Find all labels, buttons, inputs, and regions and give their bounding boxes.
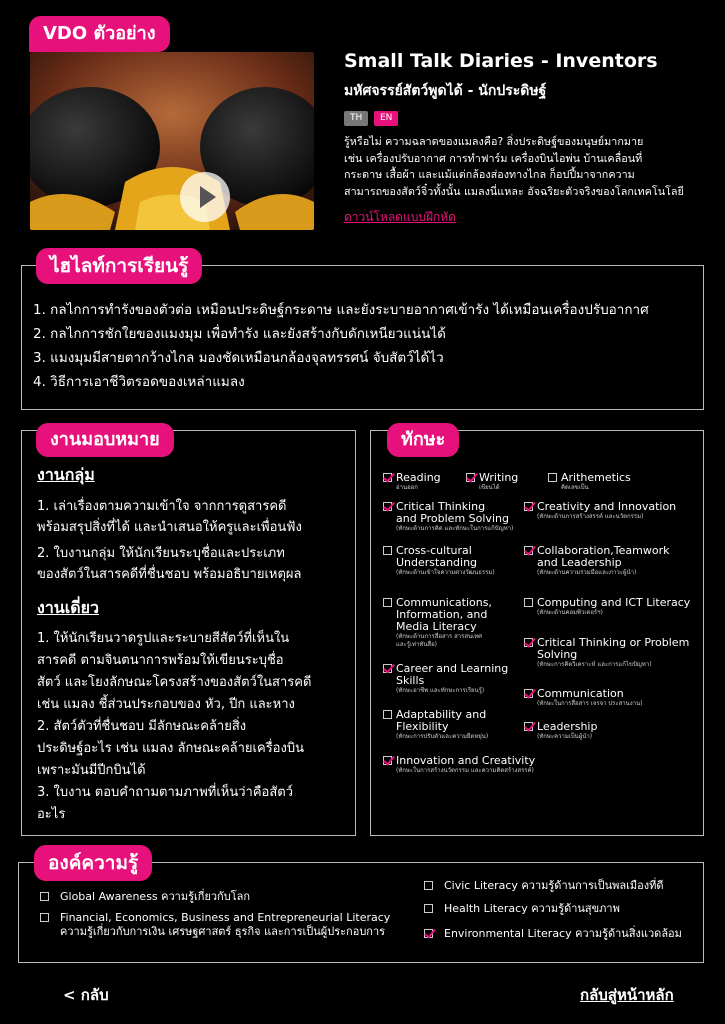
checkbox-checked-icon — [524, 546, 533, 555]
wasp-image — [30, 52, 314, 230]
video-tag: VDO ตัวอย่าง — [29, 16, 170, 52]
list-item: 3. แมงมุมมีสายตากว้างไกล มองชัดเหมือนกล้องจุลทรรศน์ จับสัตว์ได้ไว — [33, 350, 444, 366]
knowledge-environment: Environmental Literacy ความรู้ด้านสิ่งแวดล้อม — [444, 927, 682, 941]
list-item: 1. กลไกการทำรังของตัวต่อ เหมือนประดิษฐ์กระดาษ และยังระบายอากาศเข้ารัง ได้เหมือนเครื่องปรับอากาศ — [33, 302, 649, 318]
knowledge-civic: Civic Literacy ความรู้ด้านการเป็นพลเมืองที่ดี — [444, 879, 664, 893]
skill-creativity: Creativity and Innovation (ทักษะด้านการสร้างสรรค์ และนวัตกรรม) — [537, 501, 676, 521]
checkbox-checked-icon — [424, 929, 433, 938]
skill-cross-cultural: Cross-cultural Understanding (ทักษะด้านเข้าใจความต่างวัฒนธรรม) — [396, 545, 495, 577]
knowledge-health: Health Literacy ความรู้ด้านสุขภาพ — [444, 902, 620, 916]
skill-critical-thinking: Critical Thinking and Problem Solving (ทักษะด้านการคิด และทักษะในการแก้ปัญหา) — [396, 501, 513, 533]
checkbox-checked-icon — [524, 722, 533, 731]
checkbox-empty-icon — [40, 892, 49, 901]
checkbox-empty-icon — [383, 546, 392, 555]
skill-communications-media: Communications, Information, and Media Literacy (ทักษะด้านการสื่อสาร สารสนเทศ และรู้เท่าทันสื่อ) — [396, 597, 492, 649]
knowledge-tag: องค์ความรู้ — [34, 845, 152, 881]
skill-collaboration: Collaboration,Teamwork and Leadership (ทักษะด้านความร่วมมือและภาวะผู้นำ) — [537, 545, 670, 577]
group-task-2: 2. ใบงานกลุ่ม ให้นักเรียนระบุชื่อและประเภท ของสัตว์ในสารคดีที่ชื่นชอบ พร้อมอธิบายเหตุผล — [37, 546, 302, 582]
skill-career-learning: Career and Learning Skills (ทักษะอาชีพ และทักษะการเรียนรู้) — [396, 663, 508, 695]
knowledge-global: Global Awareness ความรู้เกี่ยวกับโลก — [60, 890, 250, 904]
play-icon[interactable] — [180, 172, 230, 222]
back-button[interactable]: < กลับ — [63, 986, 109, 1004]
highlights-tag: ไฮไลท์การเรียนรู้ — [36, 248, 202, 284]
skill-arithmetics: Arithemetics คิดเลขเป็น — [561, 472, 631, 492]
checkbox-checked-icon — [524, 502, 533, 511]
list-item: 4. วิธีการเอาชีวิตรอดของเหล่าแมลง — [33, 374, 245, 390]
group-work-heading: งานกลุ่ม — [37, 465, 95, 484]
list-item: 2. กลไกการชักใยของแมงมุม เพื่อทำรัง และยังสร้างกับดักเหนียวแน่นได้ — [33, 326, 446, 342]
skill-critical-problem-solving: Critical Thinking or Problem Solving (ทักษะการคิดวิเคราะห์ และการแก้ไขปัญหา) — [537, 637, 689, 669]
checkbox-empty-icon — [383, 710, 392, 719]
knowledge-financial: Financial, Economics, Business and Entrepreneurial Literacy ความรู้เกี่ยวกับการเงิน เศรษฐศาสตร์ ธุรกิจ และการเป็นผู้ประกอบการ — [60, 911, 390, 939]
checkbox-empty-icon — [424, 881, 433, 890]
checkbox-checked-icon — [383, 502, 392, 511]
checkbox-empty-icon — [383, 598, 392, 607]
checkbox-empty-icon — [424, 904, 433, 913]
checkbox-checked-icon — [466, 473, 475, 482]
skill-writing: Writing เขียนได้ — [479, 472, 518, 492]
checkbox-empty-icon — [548, 473, 557, 482]
download-worksheet-link[interactable]: ดาวน์โหลดแบบฝึกหัด — [344, 210, 456, 224]
individual-work-heading: งานเดี่ยว — [37, 598, 99, 617]
checkbox-checked-icon — [383, 664, 392, 673]
assignment-tag: งานมอบหมาย — [36, 423, 174, 457]
checkbox-checked-icon — [524, 638, 533, 647]
group-task-1: 1. เล่าเรื่องตามความเข้าใจ จากการดูสารคดี พร้อมสรุปสิ่งที่ได้ และนำเสนอให้ครูและเพื่อนฟัง — [37, 499, 302, 535]
checkbox-checked-icon — [383, 756, 392, 765]
title-english: Small Talk Diaries - Inventors — [344, 50, 658, 72]
skill-reading: Reading อ่านออก — [396, 472, 441, 492]
checkbox-checked-icon — [383, 473, 392, 482]
checkbox-empty-icon — [40, 913, 49, 922]
skill-adaptability: Adaptability and Flexibility (ทักษะการปรับตัวและความยืดหยุ่น) — [396, 709, 488, 741]
skill-computing-ict: Computing and ICT Literacy (ทักษะด้านคอมพิวเตอร์ฯ) — [537, 597, 690, 617]
skill-communication: Communication (ทักษะในการสื่อสาร เจรจา ประสานงาน) — [537, 688, 643, 708]
skill-innovation: Innovation and Creativity (ทักษะในการสร้างนวัตกรรม และความคิดสร้างสรรค์) — [396, 755, 535, 775]
checkbox-checked-icon — [524, 689, 533, 698]
description: รู้หรือไม่ ความฉลาดของแมลงคือ? สิ่งประดิษฐ์ของมนุษย์มากมาย เช่น เครื่องปรับอากาศ การทำฟาร์ม เครื่องบินไอพ่น บ้านเคลื่อนที่ กระดาษ เสื้อผ้า และแม้แต่กล้องส่องทางไกล ก็อปปี้มาจากความ สามารถของสัตว์จิ๋วทั้งนั้น แมลงนี่แหละ อัจฉริยะตัวจริงของโลกเทคโนโลยี — [344, 135, 684, 198]
video-thumbnail[interactable] — [30, 52, 314, 230]
skill-leadership: Leadership (ทักษะความเป็นผู้นำ) — [537, 721, 597, 741]
home-link[interactable]: กลับสู่หน้าหลัก — [580, 986, 674, 1004]
lang-th-button[interactable]: TH — [344, 111, 368, 126]
skills-tag: ทักษะ — [387, 423, 459, 457]
lang-en-button[interactable]: EN — [374, 111, 398, 126]
individual-tasks: 1. ให้นักเรียนวาดรูปและระบายสีสัตว์ที่เห็นใน สารคดี ตามจินตนาการพร้อมให้เขียนระบุชื่อ สัตว์ และโยงลักษณะโครงสร้างของสัตว์ในสารคดี เช่น แมลง ชี้ส่วนประกอบของ หัว, ปีก และหาง 2. สัตว์ตัวที่ชื่นชอบ มีลักษณะคล้ายสิ่ง ประดิษฐ์อะไร เช่น แมลง ลักษณะคล้ายเครื่องบิน เพราะมันมีปีกบินได้ 3. ใบงาน ตอบคำถามตามภาพที่เห็นว่าคือสัตว์ อะไร — [37, 631, 312, 822]
highlights-list — [33, 298, 649, 394]
checkbox-empty-icon — [524, 598, 533, 607]
title-thai: มหัศจรรย์สัตว์พูดได้ - นักประดิษฐ์ — [344, 83, 547, 99]
